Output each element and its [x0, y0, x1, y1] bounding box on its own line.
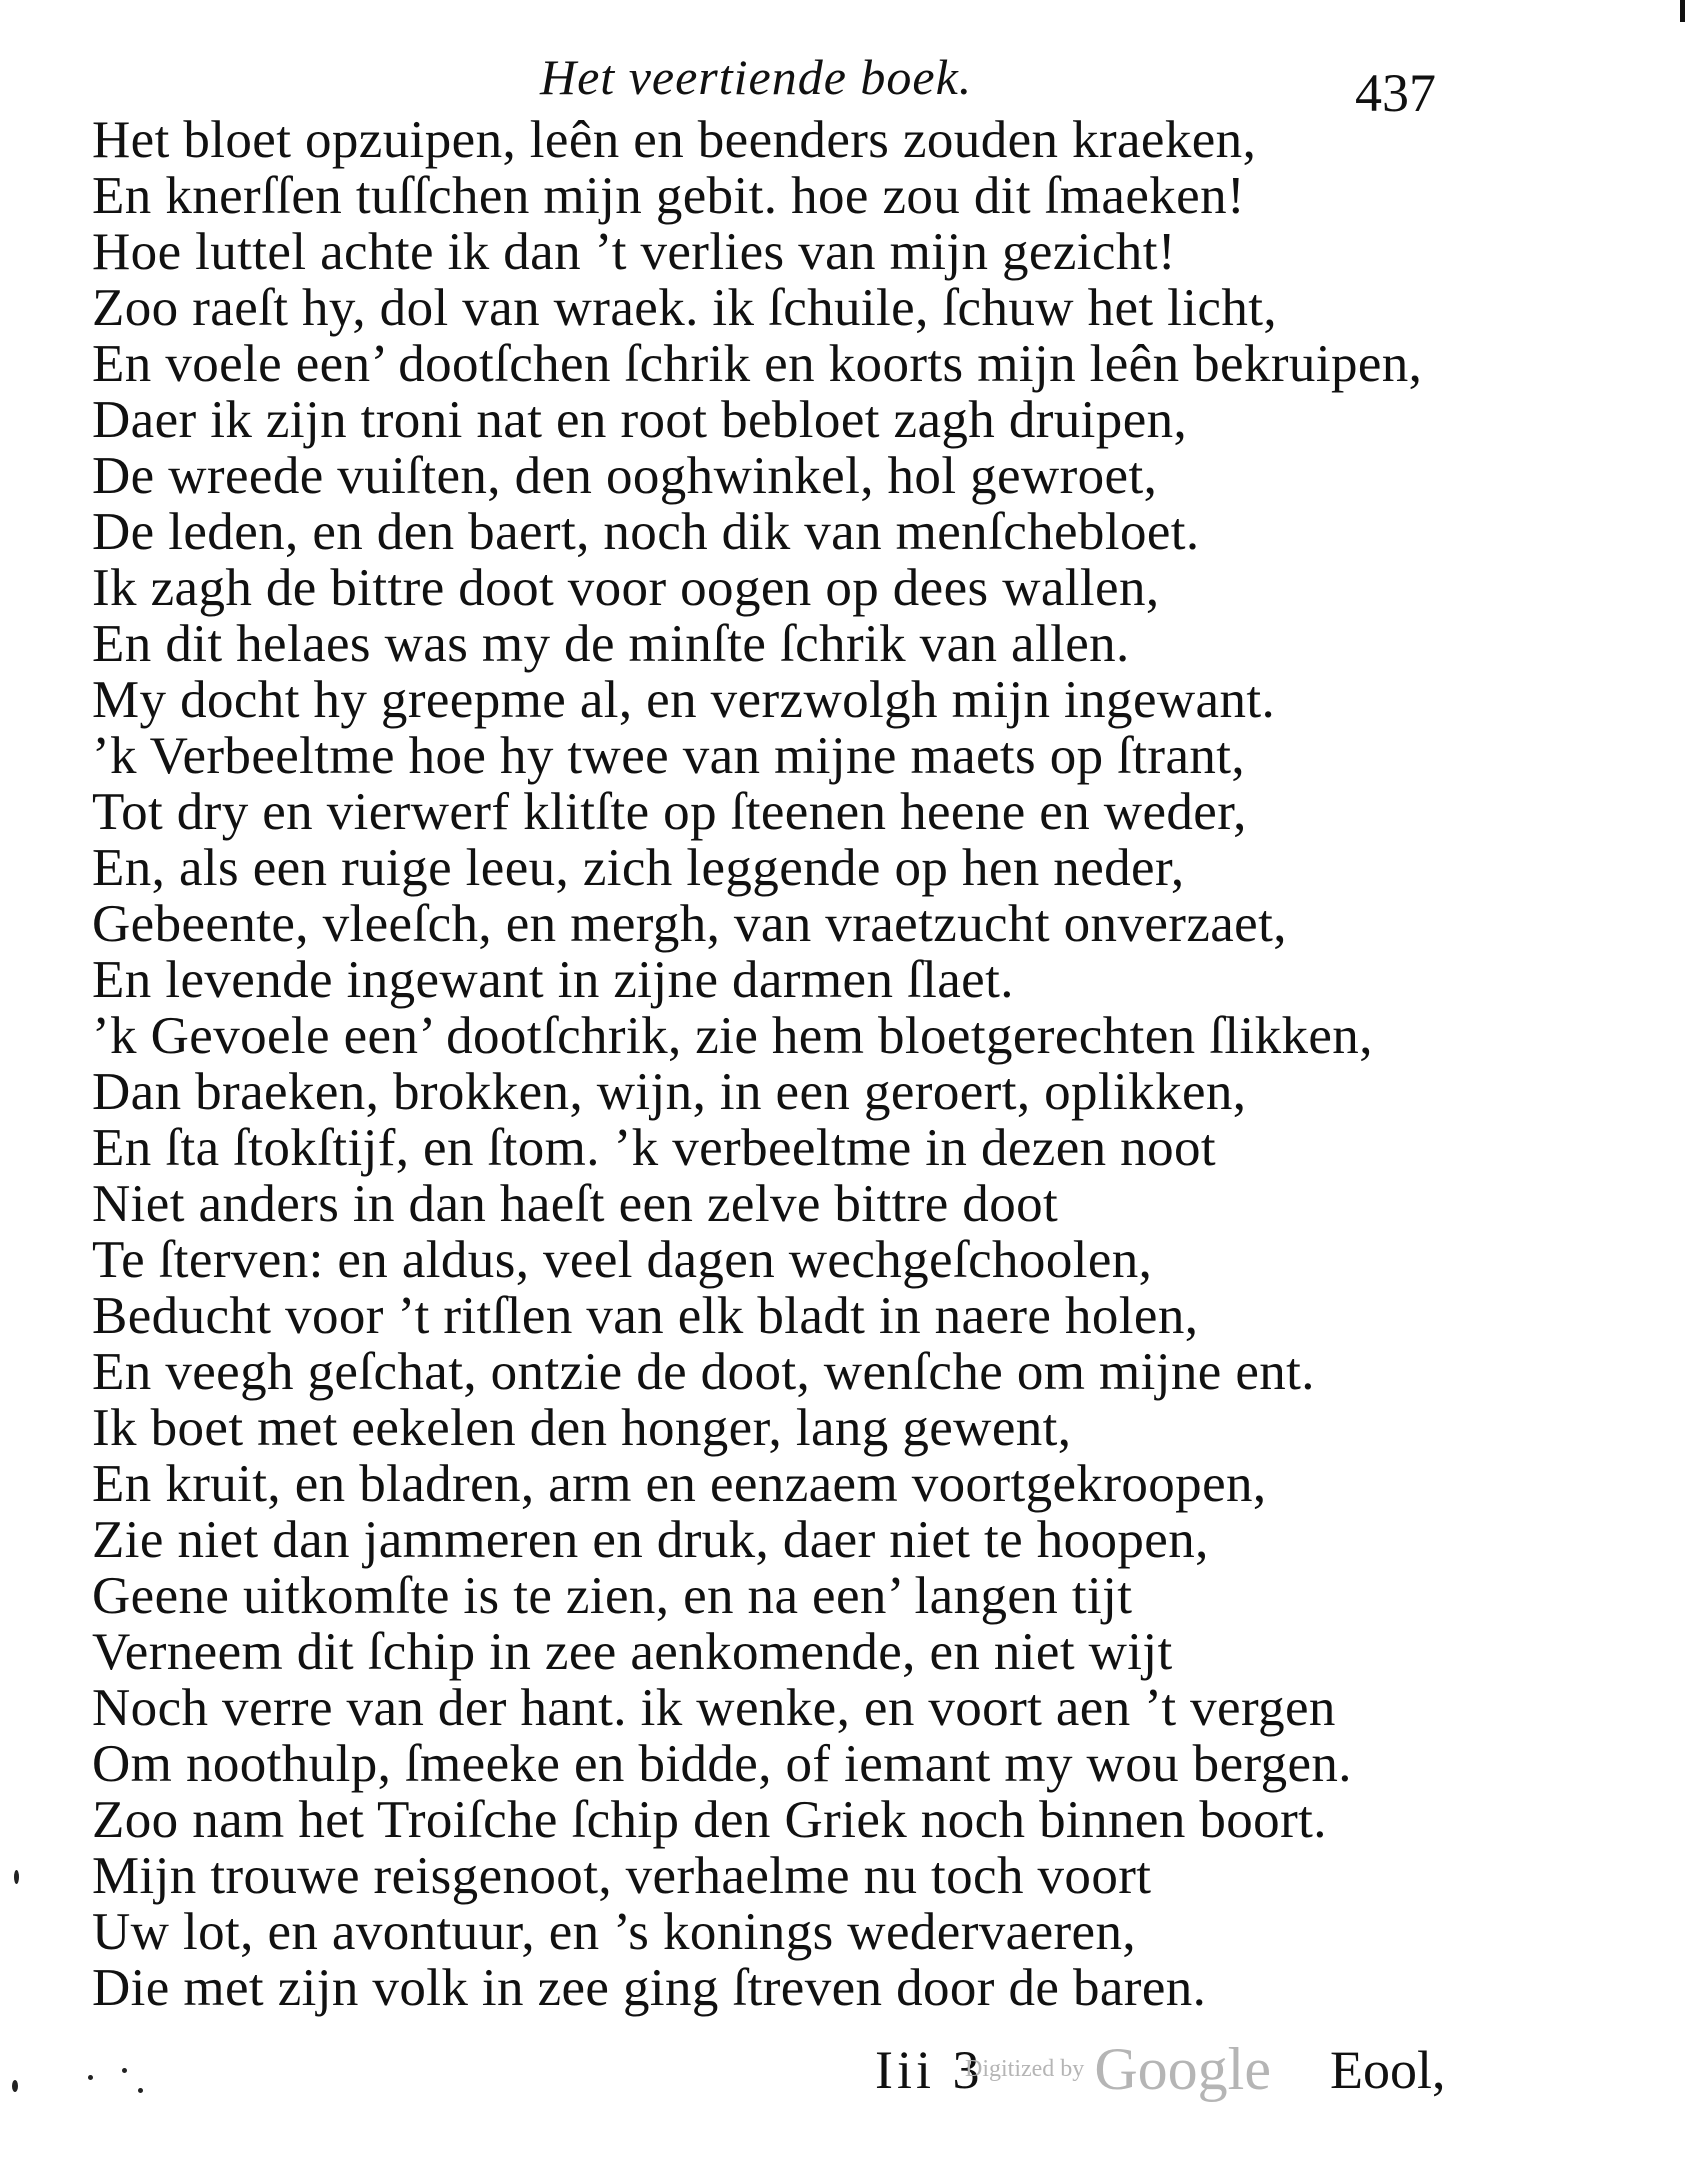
signature-mark: Iii 3: [875, 2040, 984, 2100]
poem-line: ’k Verbeeltme hoe hy twee van mijne maets op ſtrant,: [92, 727, 1246, 785]
poem-line: De leden, en den baert, noch dik van menſchebloet.: [92, 503, 1200, 561]
poem-line: En kruit, en bladren, arm en eenzaem voortgekroopen,: [92, 1455, 1267, 1513]
scan-speck: [138, 2088, 143, 2093]
poem-line: Noch verre van der hant. ik wenke, en voort aen ’t vergen: [92, 1679, 1336, 1737]
poem-line: Zoo nam het Troiſche ſchip den Griek noch binnen boort.: [92, 1791, 1327, 1849]
poem-line: En, als een ruige leeu, zich leggende op hen neder,: [92, 839, 1185, 897]
poem-line: Niet anders in dan haeſt een zelve bittre doot: [92, 1175, 1059, 1233]
poem-line: En dit helaes was my de minſte ſchrik van allen.: [92, 615, 1130, 673]
poem-text: [92, 112, 1652, 2016]
scan-speck: [12, 2080, 18, 2092]
running-head: Het veertiende boek.: [540, 49, 973, 105]
poem-line: Zie niet dan jammeren en druk, daer niet te hoopen,: [92, 1511, 1209, 1569]
poem-line: Mijn trouwe reisgenoot, verhaelme nu toch voort: [92, 1847, 1152, 1905]
watermark-prefix: Digitized by: [965, 2056, 1085, 2082]
poem-line: ’k Gevoele een’ dootſchrik, zie hem bloetgerechten ſlikken,: [92, 1007, 1373, 1065]
poem-line: Verneem dit ſchip in zee aenkomende, en niet wijt: [92, 1623, 1173, 1681]
poem-line: Hoe luttel achte ik dan ’t verlies van mijn gezicht!: [92, 223, 1176, 281]
poem-line: Daer ik zijn troni nat en root bebloet zagh druipen,: [92, 391, 1188, 449]
poem-line: En voele een’ dootſchen ſchrik en koorts mijn leên bekruipen,: [92, 335, 1423, 393]
scan-speck: [122, 2068, 127, 2073]
scan-speck: [14, 1870, 19, 1884]
poem-line: My docht hy greepme al, en verzwolgh mijn ingewant.: [92, 671, 1276, 729]
poem-line: Te ſterven: en aldus, veel dagen wechgeſchoolen,: [92, 1231, 1153, 1289]
poem-line: En levende ingewant in zijne darmen ſlaet.: [92, 951, 1014, 1009]
catchword: Eool,: [1330, 2040, 1446, 2100]
page-number: 437: [1355, 63, 1436, 123]
poem-line: En knerſſen tuſſchen mijn gebit. hoe zou dit ſmaeken!: [92, 167, 1246, 225]
poem-line: Ik zagh de bittre doot voor oogen op dees wallen,: [92, 559, 1160, 617]
poem-line: Gebeente, vleeſch, en mergh, van vraetzucht onverzaet,: [92, 895, 1287, 953]
poem-line: En ſta ſtokſtijf, en ſtom. ’k verbeeltme in dezen noot: [92, 1119, 1216, 1177]
poem-line: Zoo raeſt hy, dol van wraek. ik ſchuile, ſchuw het licht,: [92, 279, 1278, 337]
poem-line: De wreede vuiſten, den ooghwinkel, hol gewroet,: [92, 447, 1158, 505]
poem-line: Dan braeken, brokken, wijn, in een geroert, oplikken,: [92, 1063, 1247, 1121]
poem-line: Beducht voor ’t ritſlen van elk bladt in naere holen,: [92, 1287, 1199, 1345]
poem-line: Die met zijn volk in zee ging ſtreven door de baren.: [92, 1959, 1207, 2017]
poem-line: Om noothulp, ſmeeke en bidde, of iemant my wou bergen.: [92, 1735, 1352, 1793]
watermark-logo: Google: [1094, 2036, 1271, 2102]
poem-line: Het bloet opzuipen, leên en beenders zouden kraeken,: [92, 111, 1257, 169]
page-footer: [0, 2035, 1705, 2115]
corner-mark: [1680, 0, 1705, 22]
digitization-watermark: [965, 2035, 1271, 2104]
poem-line: Ik boet met eekelen den honger, lang gewent,: [92, 1399, 1072, 1457]
poem-line: Geene uitkomſte is te zien, en na een’ langen tijt: [92, 1567, 1133, 1625]
poem-line: En veegh geſchat, ontzie de doot, wenſche om mijne ent.: [92, 1343, 1315, 1401]
poem-line: Tot dry en vierwerf klitſte op ſteenen heene en weder,: [92, 783, 1247, 841]
poem-line: Uw lot, en avontuur, en ’s konings wedervaeren,: [92, 1903, 1137, 1961]
scan-speck: [88, 2075, 93, 2080]
